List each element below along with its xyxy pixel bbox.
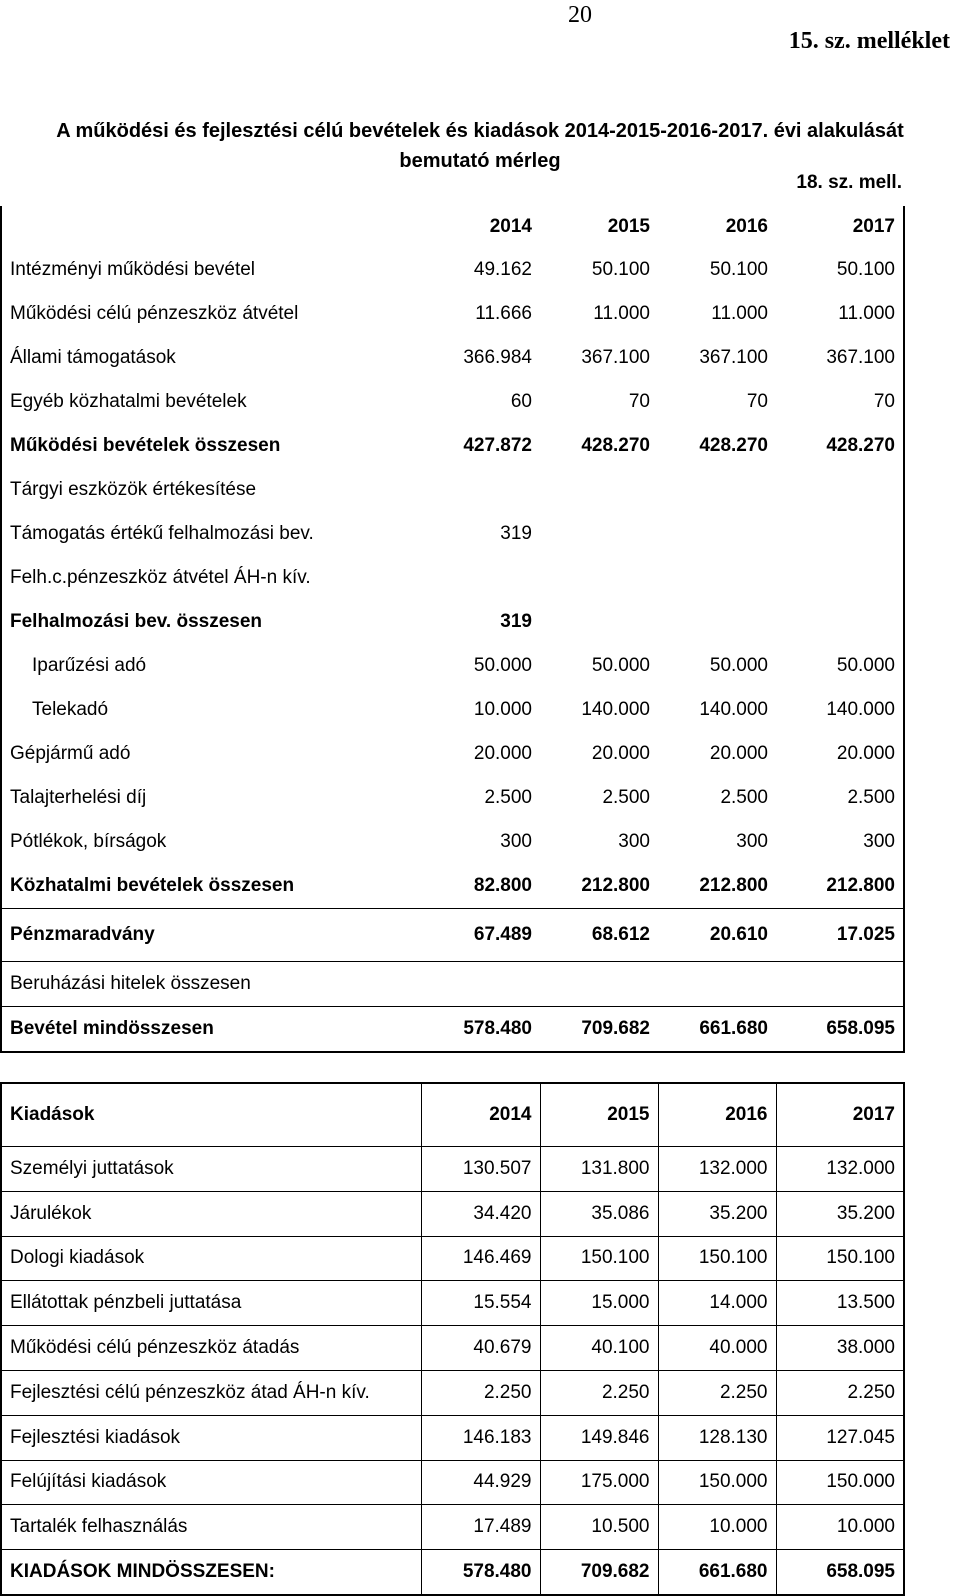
value-cell: 428.270 xyxy=(699,435,768,456)
value-cell xyxy=(658,600,776,644)
value-cell: 131.800 xyxy=(540,1147,658,1192)
row-label: Fejlesztési célú pénzeszköz átad ÁH-n kív. xyxy=(1,1370,421,1415)
value-cell: 40.000 xyxy=(658,1326,776,1371)
row-label: Bevétel mindösszesen xyxy=(10,1018,214,1039)
value-cell: 661.680 xyxy=(699,1018,768,1039)
table-row xyxy=(1,776,904,820)
value-cell: 34.420 xyxy=(421,1191,540,1236)
table-row xyxy=(1,1191,904,1236)
value-cell: 2.500 xyxy=(720,787,768,808)
expenses-header-row xyxy=(1,1083,904,1147)
value-cell xyxy=(776,556,904,600)
table-row xyxy=(1,600,904,644)
value-cell: 11.000 xyxy=(593,303,650,324)
value-cell: 150.000 xyxy=(776,1460,904,1505)
year-header: 2014 xyxy=(489,216,532,237)
value-cell: 14.000 xyxy=(658,1281,776,1326)
value-cell: 2.250 xyxy=(776,1370,904,1415)
value-cell: 11.666 xyxy=(475,303,532,324)
value-cell: 300 xyxy=(736,831,768,852)
revenue-table xyxy=(0,206,905,1053)
table-row xyxy=(1,1147,904,1192)
table-reference: 18. sz. mell. xyxy=(796,172,902,193)
row-label: Intézményi működési bevétel xyxy=(10,259,256,280)
value-cell: 49.162 xyxy=(473,259,532,280)
row-label: Talajterhelési díj xyxy=(10,787,147,808)
value-cell: 578.480 xyxy=(463,1018,532,1039)
value-cell: 427.872 xyxy=(463,435,532,456)
value-cell: 20.000 xyxy=(836,743,895,764)
row-label: Személyi juttatások xyxy=(1,1147,421,1192)
value-cell: 10.000 xyxy=(658,1505,776,1550)
value-cell xyxy=(776,468,904,512)
year-header: 2017 xyxy=(852,216,895,237)
value-cell: 367.100 xyxy=(581,347,650,368)
value-cell: 128.130 xyxy=(658,1415,776,1460)
value-cell: 658.095 xyxy=(776,1550,904,1595)
value-cell: 40.100 xyxy=(540,1326,658,1371)
table-row xyxy=(1,512,904,556)
table-row xyxy=(1,556,904,600)
row-label: Egyéb közhatalmi bevételek xyxy=(10,391,247,412)
row-label: Telekadó xyxy=(32,699,109,720)
row-label: Tárgyi eszközök értékesítése xyxy=(10,479,257,500)
table-row xyxy=(1,1550,904,1595)
table-row xyxy=(1,644,904,688)
value-cell xyxy=(776,512,904,556)
value-cell: 132.000 xyxy=(658,1147,776,1192)
value-cell: 428.270 xyxy=(826,435,895,456)
row-label: Járulékok xyxy=(1,1191,421,1236)
row-label: Működési célú pénzeszköz átadás xyxy=(1,1326,421,1371)
value-cell xyxy=(540,962,658,1007)
table-row xyxy=(1,1415,904,1460)
value-cell: 319 xyxy=(500,611,532,632)
year-header: 2016 xyxy=(658,1083,776,1147)
row-label: Gépjármű adó xyxy=(10,743,131,764)
value-cell: 20.000 xyxy=(591,743,650,764)
year-header: 2016 xyxy=(725,216,768,237)
value-cell: 140.000 xyxy=(581,699,650,720)
table-row xyxy=(1,1281,904,1326)
value-cell: 150.100 xyxy=(776,1236,904,1281)
value-cell: 300 xyxy=(618,831,650,852)
value-cell: 300 xyxy=(500,831,532,852)
value-cell: 70 xyxy=(873,391,895,412)
table-row xyxy=(1,336,904,380)
value-cell: 658.095 xyxy=(826,1018,895,1039)
value-cell: 10.000 xyxy=(776,1505,904,1550)
value-cell xyxy=(658,468,776,512)
value-cell: 149.846 xyxy=(540,1415,658,1460)
table-row xyxy=(1,732,904,776)
value-cell: 50.000 xyxy=(709,655,768,676)
value-cell: 319 xyxy=(500,523,532,544)
value-cell: 70 xyxy=(746,391,768,412)
year-header: 2015 xyxy=(540,1083,658,1147)
table-row xyxy=(1,1505,904,1550)
value-cell: 50.000 xyxy=(473,655,532,676)
row-label: Támogatás értékű felhalmozási bev. xyxy=(10,523,314,544)
document-title: A működési és fejlesztési célú bevételek és kiadások 2014-2015-2016-2017. évi alakulását bemutató mérleg xyxy=(56,120,904,172)
value-cell: 709.682 xyxy=(540,1550,658,1595)
value-cell: 15.000 xyxy=(540,1281,658,1326)
value-cell xyxy=(776,962,904,1007)
value-cell: 150.100 xyxy=(658,1236,776,1281)
row-label: Fejlesztési kiadások xyxy=(1,1415,421,1460)
value-cell: 2.250 xyxy=(658,1370,776,1415)
table-row xyxy=(1,380,904,424)
table-row xyxy=(1,1460,904,1505)
table-row xyxy=(1,1326,904,1371)
value-cell: 67.489 xyxy=(429,909,540,962)
year-header: 2015 xyxy=(607,216,650,237)
value-cell xyxy=(429,468,540,512)
table-row xyxy=(1,962,904,1007)
table-row xyxy=(1,820,904,864)
value-cell: 15.554 xyxy=(421,1281,540,1326)
value-cell: 150.100 xyxy=(540,1236,658,1281)
value-cell: 17.489 xyxy=(421,1505,540,1550)
value-cell: 212.800 xyxy=(540,864,658,909)
table-row xyxy=(1,424,904,468)
table-row xyxy=(1,248,904,292)
row-label: Ellátottak pénzbeli juttatása xyxy=(1,1281,421,1326)
row-label: Pótlékok, bírságok xyxy=(10,831,167,852)
value-cell xyxy=(540,512,658,556)
row-label: Tartalék felhasználás xyxy=(1,1505,421,1550)
page-number: 20 xyxy=(568,2,592,28)
value-cell: 82.800 xyxy=(429,864,540,909)
value-cell: 367.100 xyxy=(699,347,768,368)
value-cell xyxy=(658,512,776,556)
value-cell: 367.100 xyxy=(826,347,895,368)
value-cell: 146.183 xyxy=(421,1415,540,1460)
value-cell: 50.000 xyxy=(591,655,650,676)
value-cell: 50.000 xyxy=(836,655,895,676)
value-cell xyxy=(658,962,776,1007)
value-cell: 709.682 xyxy=(581,1018,650,1039)
value-cell: 661.680 xyxy=(658,1550,776,1595)
value-cell: 17.025 xyxy=(776,909,904,962)
row-label: Iparűzési adó xyxy=(32,655,147,676)
value-cell: 2.500 xyxy=(602,787,650,808)
row-label: Állami támogatások xyxy=(10,347,176,368)
value-cell: 13.500 xyxy=(776,1281,904,1326)
value-cell: 2.250 xyxy=(421,1370,540,1415)
header-label xyxy=(1,206,429,248)
year-header: 2017 xyxy=(776,1083,904,1147)
value-cell: 11.000 xyxy=(711,303,768,324)
value-cell: 10.000 xyxy=(473,699,532,720)
value-cell: 35.086 xyxy=(540,1191,658,1236)
value-cell: 38.000 xyxy=(776,1326,904,1371)
value-cell xyxy=(540,600,658,644)
value-cell: 20.000 xyxy=(709,743,768,764)
value-cell xyxy=(429,556,540,600)
value-cell: 40.679 xyxy=(421,1326,540,1371)
value-cell: 140.000 xyxy=(699,699,768,720)
value-cell: 578.480 xyxy=(421,1550,540,1595)
value-cell xyxy=(658,556,776,600)
table-row xyxy=(1,1236,904,1281)
row-label: Működési célú pénzeszköz átvétel xyxy=(10,303,299,324)
table-row xyxy=(1,909,904,962)
row-label: Működési bevételek összesen xyxy=(10,435,281,456)
row-label: Közhatalmi bevételek összesen xyxy=(1,864,429,909)
table-row xyxy=(1,1007,904,1053)
row-label: Pénzmaradvány xyxy=(1,909,429,962)
value-cell: 127.045 xyxy=(776,1415,904,1460)
row-label: KIADÁSOK MINDÖSSZESEN: xyxy=(1,1550,421,1595)
value-cell: 212.800 xyxy=(776,864,904,909)
value-cell: 300 xyxy=(863,831,895,852)
row-label: Dologi kiadások xyxy=(1,1236,421,1281)
table-row xyxy=(1,292,904,336)
value-cell: 50.100 xyxy=(709,259,768,280)
row-label: Beruházási hitelek összesen xyxy=(1,962,429,1007)
row-label: Felújítási kiadások xyxy=(1,1460,421,1505)
value-cell: 35.200 xyxy=(776,1191,904,1236)
value-cell: 11.000 xyxy=(838,303,895,324)
annex-label: 15. sz. melléklet xyxy=(788,28,950,54)
value-cell: 70 xyxy=(628,391,650,412)
value-cell: 2.500 xyxy=(847,787,895,808)
value-cell: 60 xyxy=(510,391,532,412)
value-cell: 146.469 xyxy=(421,1236,540,1281)
value-cell: 140.000 xyxy=(826,699,895,720)
header-label: Kiadások xyxy=(1,1083,421,1147)
value-cell: 68.612 xyxy=(540,909,658,962)
value-cell xyxy=(540,468,658,512)
expenses-table xyxy=(0,1082,905,1596)
revenue-header-row xyxy=(1,206,904,248)
value-cell: 366.984 xyxy=(463,347,532,368)
value-cell: 20.000 xyxy=(473,743,532,764)
value-cell: 20.610 xyxy=(658,909,776,962)
value-cell xyxy=(776,600,904,644)
value-cell: 2.500 xyxy=(484,787,532,808)
table-row xyxy=(1,1370,904,1415)
value-cell: 175.000 xyxy=(540,1460,658,1505)
table-row xyxy=(1,864,904,909)
row-label: Felhalmozási bev. összesen xyxy=(10,611,263,632)
value-cell: 50.100 xyxy=(591,259,650,280)
value-cell: 150.000 xyxy=(658,1460,776,1505)
value-cell: 35.200 xyxy=(658,1191,776,1236)
value-cell: 50.100 xyxy=(836,259,895,280)
value-cell: 132.000 xyxy=(776,1147,904,1192)
value-cell: 44.929 xyxy=(421,1460,540,1505)
row-label: Felh.c.pénzeszköz átvétel ÁH-n kív. xyxy=(10,567,311,588)
value-cell xyxy=(540,556,658,600)
table-row xyxy=(1,468,904,512)
table-row xyxy=(1,688,904,732)
value-cell: 2.250 xyxy=(540,1370,658,1415)
year-header: 2014 xyxy=(421,1083,540,1147)
value-cell: 428.270 xyxy=(581,435,650,456)
value-cell: 130.507 xyxy=(421,1147,540,1192)
value-cell: 212.800 xyxy=(658,864,776,909)
value-cell: 10.500 xyxy=(540,1505,658,1550)
value-cell xyxy=(429,962,540,1007)
